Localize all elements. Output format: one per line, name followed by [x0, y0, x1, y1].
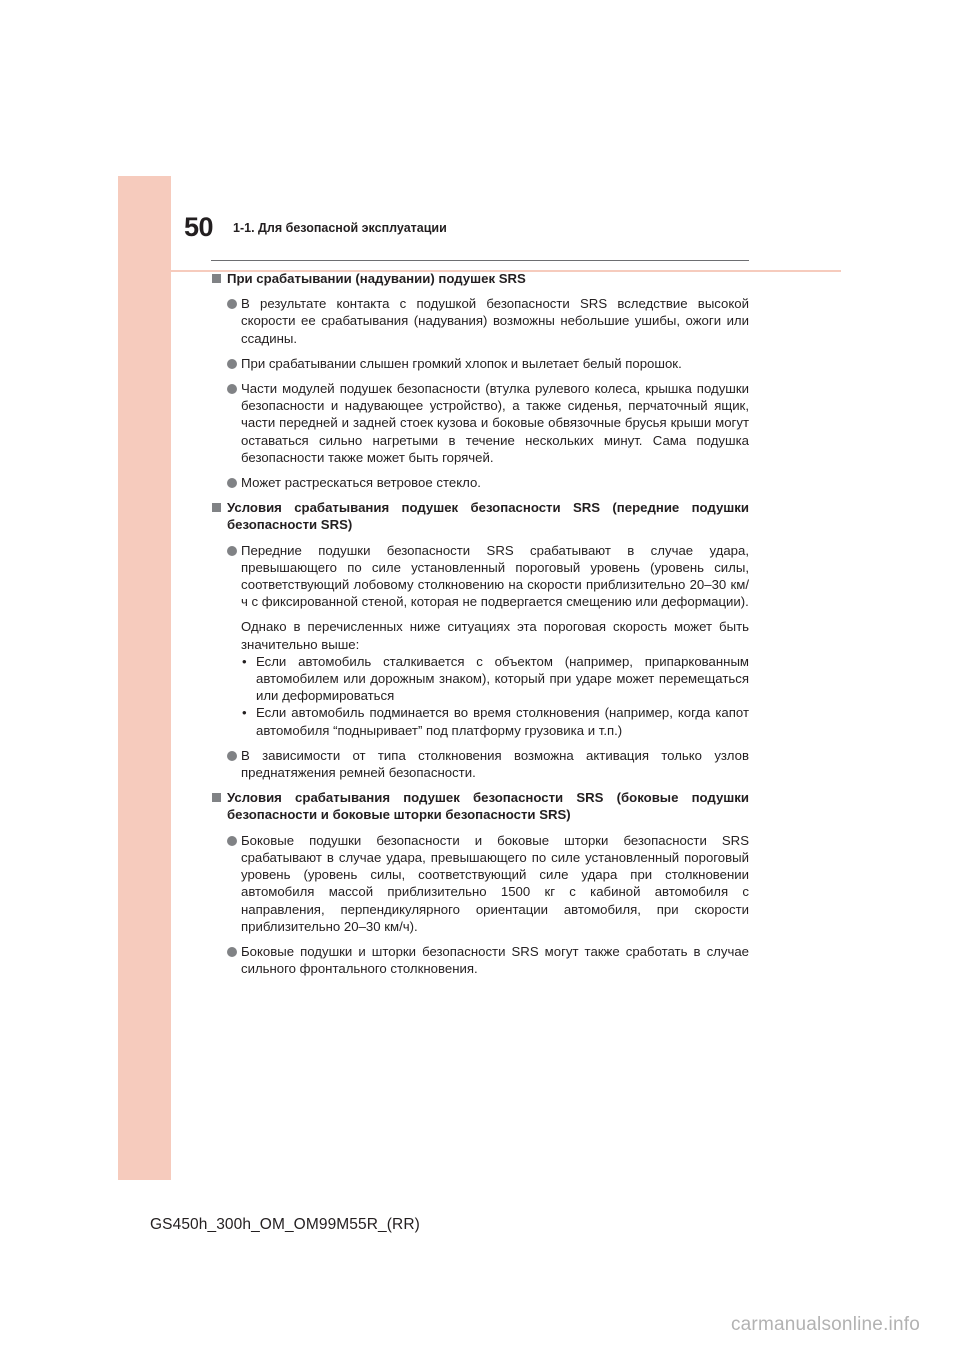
bullet-item: [211, 747, 749, 781]
bullet-dot-icon: [227, 299, 237, 309]
bullet-text: При срабатывании слышен громкий хлопок и вылетает белый порошок.: [241, 355, 682, 371]
subheading-text: При срабатывании (надувании) подушек SRS: [227, 271, 526, 286]
subheading-text: Условия срабатывания подушек безопасности SRS (боковые подушки безопасности и боковые шторки безопасности SRS): [227, 790, 749, 823]
bullet-text: Боковые подушки и шторки безопасности SRS могут также сработать в случае сильного фронтального столкновения.: [241, 943, 749, 977]
paragraph: Однако в перечисленных ниже ситуациях эта пороговая скорость может быть значительно выше:: [241, 619, 749, 652]
sub-bullet-item: [211, 653, 749, 705]
square-marker-icon: [212, 503, 221, 512]
bullet-dot-icon: [227, 478, 237, 488]
subheading-side-airbags: [211, 789, 749, 823]
bullet-text: Передние подушки безопасности SRS срабатывают в случае удара, превышающего по силе установленный пороговый уровень (уровень силы, соответствующий лобовому столкновению на скорости приблизительно 20–30 км/ч с фиксированной стеной, которая не подвергается смещению или деформации).: [241, 542, 749, 610]
bullet-item: [211, 474, 749, 491]
bullet-item: [211, 542, 749, 611]
content-divider: [211, 260, 749, 261]
bullet-text: В зависимости от типа столкновения возможна активация только узлов преднатяжения ремней безопасности.: [241, 747, 749, 781]
bullet-dot-icon: [227, 947, 237, 957]
square-marker-icon: [212, 274, 221, 283]
bullet-item: [211, 943, 749, 977]
bullet-dot-icon: [227, 384, 237, 394]
bullet-text: Может растрескаться ветровое стекло.: [241, 475, 481, 491]
sub-bullet-marker-icon: •: [242, 653, 247, 669]
sub-bullet-text: Если автомобиль сталкивается с объектом (например, припаркованным автомобилем или дорожным знаком), который при ударе может перемещаться или деформироваться: [256, 653, 749, 704]
watermark: carmanualsonline.info: [730, 1314, 920, 1335]
subheading-deployment: [211, 270, 749, 287]
page-content: [211, 266, 749, 977]
bullet-item: [211, 832, 749, 935]
section-title: 1-1. Для безопасной эксплуатации: [233, 221, 447, 235]
bullet-item: [211, 355, 749, 372]
side-accent-band: [118, 176, 171, 1180]
square-marker-icon: [212, 793, 221, 802]
bullet-text: Боковые подушки безопасности и боковые шторки безопасности SRS срабатывают в случае удара, превышающего по силе установленный пороговый уровень (уровень силы, соответствующий силе удара при столкновении автомобиля массой приблизительно 1500 кг с кабиной автомобиля с направления, перпендикулярного ориентации автомобиля, при скорости приблизительно 20–30 км/ч).: [241, 832, 749, 934]
subheading-front-airbags: [211, 499, 749, 533]
bullet-dot-icon: [227, 751, 237, 761]
bullet-item: [211, 295, 749, 347]
bullet-dot-icon: [227, 836, 237, 846]
page-number: 50: [184, 212, 214, 242]
bullet-dot-icon: [227, 546, 237, 556]
footer-model-code: GS450h_300h_OM_OM99M55R_(RR): [150, 1216, 420, 1233]
sub-bullet-text: Если автомобиль подминается во время столкновения (например, когда капот автомобиля “подныривает” под платформу грузовика и т.п.): [256, 705, 749, 738]
bullet-text: В результате контакта с подушкой безопасности SRS вследствие высокой скорости ее срабатывания (надувания) возможны небольшие ушибы, ожоги или ссадины.: [241, 296, 749, 346]
subheading-text: Условия срабатывания подушек безопасности SRS (передние подушки безопасности SRS): [227, 500, 749, 533]
sub-bullet-item: [211, 704, 749, 738]
sub-bullet-marker-icon: •: [242, 705, 247, 721]
bullet-dot-icon: [227, 359, 237, 369]
bullet-text: Части модулей подушек безопасности (втулка рулевого колеса, крышка подушки безопасности и надувающее устройство), а также сиденья, перчаточный ящик, части передней и задней стоек кузова и боковые обвязочные брусья крыши могут оставаться сильно нагретыми в течение нескольких минут. Сама подушка безопасности также может быть горячей.: [241, 381, 749, 465]
bullet-item: [211, 380, 749, 466]
